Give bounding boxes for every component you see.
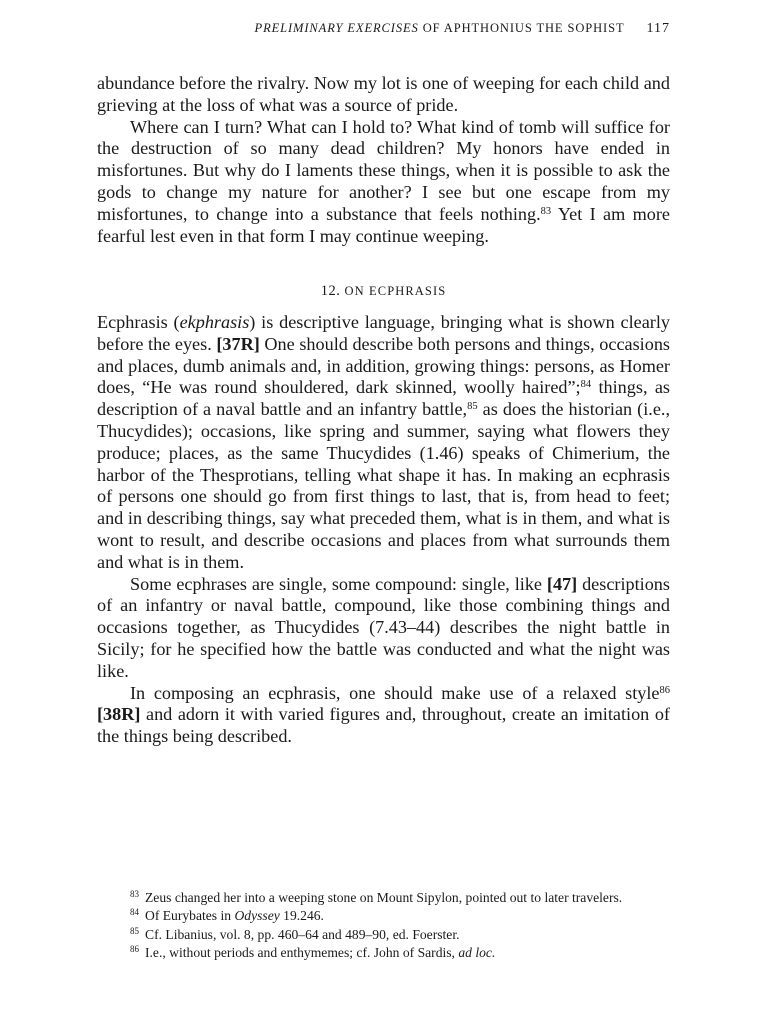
footnote-reference[interactable]: 84 — [580, 379, 592, 391]
footnote — [97, 907, 670, 925]
running-head-title-rest: OF APHTHONIUS THE SOPHIST — [418, 21, 625, 35]
footnote-reference[interactable]: 83 — [540, 206, 552, 218]
section-title: ON ECPHRASIS — [340, 284, 447, 298]
paragraph-text: One should describe both persons and things, occasions and places, dumb animals and, in addition, growing things: persons, as Homer does, “He was round shouldered, dark skinned, woolly haired”; — [97, 333, 671, 398]
paragraph — [97, 683, 670, 748]
footnote-reference[interactable]: 85 — [467, 401, 478, 413]
footnote-reference[interactable]: 86 — [659, 684, 670, 696]
running-head-title: PRELIMINARY EXERCISES — [254, 21, 419, 35]
footnote-number: 85 — [130, 925, 139, 936]
paragraph-continued — [97, 73, 670, 117]
paragraph-text: ) is descriptive language, bringing what is shown clearly before the eyes. — [97, 312, 670, 354]
page-number: 117 — [646, 21, 670, 36]
paragraph — [97, 574, 670, 683]
footnote-number: 84 — [130, 907, 139, 918]
paragraph-text: descriptions of an infantry or naval battle, compound, like those combining things and occasions together, as Thucydides (7.43–44) describes the night battle in Sicily; for he specified how the battle was conducted and what the night was like. — [97, 573, 670, 681]
footnote — [97, 944, 670, 962]
section-heading — [97, 283, 670, 300]
footnotes — [97, 889, 670, 963]
text-block-upper — [97, 73, 670, 247]
paragraph-text: Ecphrasis ( — [97, 312, 180, 332]
paragraph-text: Some ecphrases are single, some compound: single, like — [130, 573, 547, 594]
paragraph — [97, 117, 670, 248]
footnote-text: Of Eurybates in — [145, 908, 235, 924]
paragraph-text: as does the historian (i.e., Thucydides); occasions, like spring and summer, saying what flowers they produce; places, as the same Thucydides (1.46) speaks of Chimerium, the harbor of the Thesprotians, telling what shape it has. In making an ecphrasis of persons one should go from first things to last, that is, from head to feet; and in describing things, say what preceded them, what is in them, and what is wont to result, and describe occasions and places from what surrounds them and what is in them. — [97, 399, 670, 572]
footnote-number: 86 — [130, 944, 139, 955]
paragraph-text: Where can I turn? What can I hold to? What kind of tomb will suffice for the destruction of so many dead children? My honors have ended in misfortunes. But why do I laments these things, when it is possible to ask the gods to change my nature for another? I see but one escape from my misfortunes, to change into a substance that feels nothing. — [97, 116, 670, 224]
paragraph-text: In composing an ecphrasis, one should make use of a relaxed style — [130, 682, 660, 703]
paragraph — [97, 312, 670, 574]
page-reference-marker: [38R] — [97, 704, 141, 725]
paragraph-text: things, as description of a naval battle and an infantry battle, — [97, 377, 670, 420]
italic-term: ekphrasis — [179, 312, 250, 332]
paragraph-text: Yet I am more fearful lest even in that form I may continue weeping. — [97, 203, 670, 246]
section-number: 12. — [320, 283, 341, 299]
paragraph-text: and adorn it with varied figures and, throughout, create an imitation of the things being described. — [97, 704, 670, 747]
footnote-italic: Odyssey — [234, 908, 280, 924]
text-block-lower — [97, 312, 670, 748]
running-head — [97, 21, 670, 37]
footnote-text: Zeus changed her into a weeping stone on Mount Sipylon, pointed out to later travelers. — [145, 890, 623, 905]
footnote-text: 19.246. — [279, 908, 324, 924]
footnote — [97, 889, 670, 907]
footnote-text: Cf. Libanius, vol. 8, pp. 460–64 and 489–90, ed. Foerster. — [145, 926, 460, 942]
page-reference-marker: [37R] — [216, 333, 260, 354]
footnote-italic: ad loc. — [458, 945, 496, 961]
footnote-number: 83 — [130, 889, 139, 900]
paragraph-text: abundance before the rivalry. Now my lot is one of weeping for each child and grieving at the loss of what was a source of pride. — [97, 73, 670, 115]
page-reference-marker: [47] — [546, 573, 578, 594]
footnote — [97, 926, 670, 944]
footnote-text: I.e., without periods and enthymemes; cf. John of Sardis, — [145, 945, 459, 961]
